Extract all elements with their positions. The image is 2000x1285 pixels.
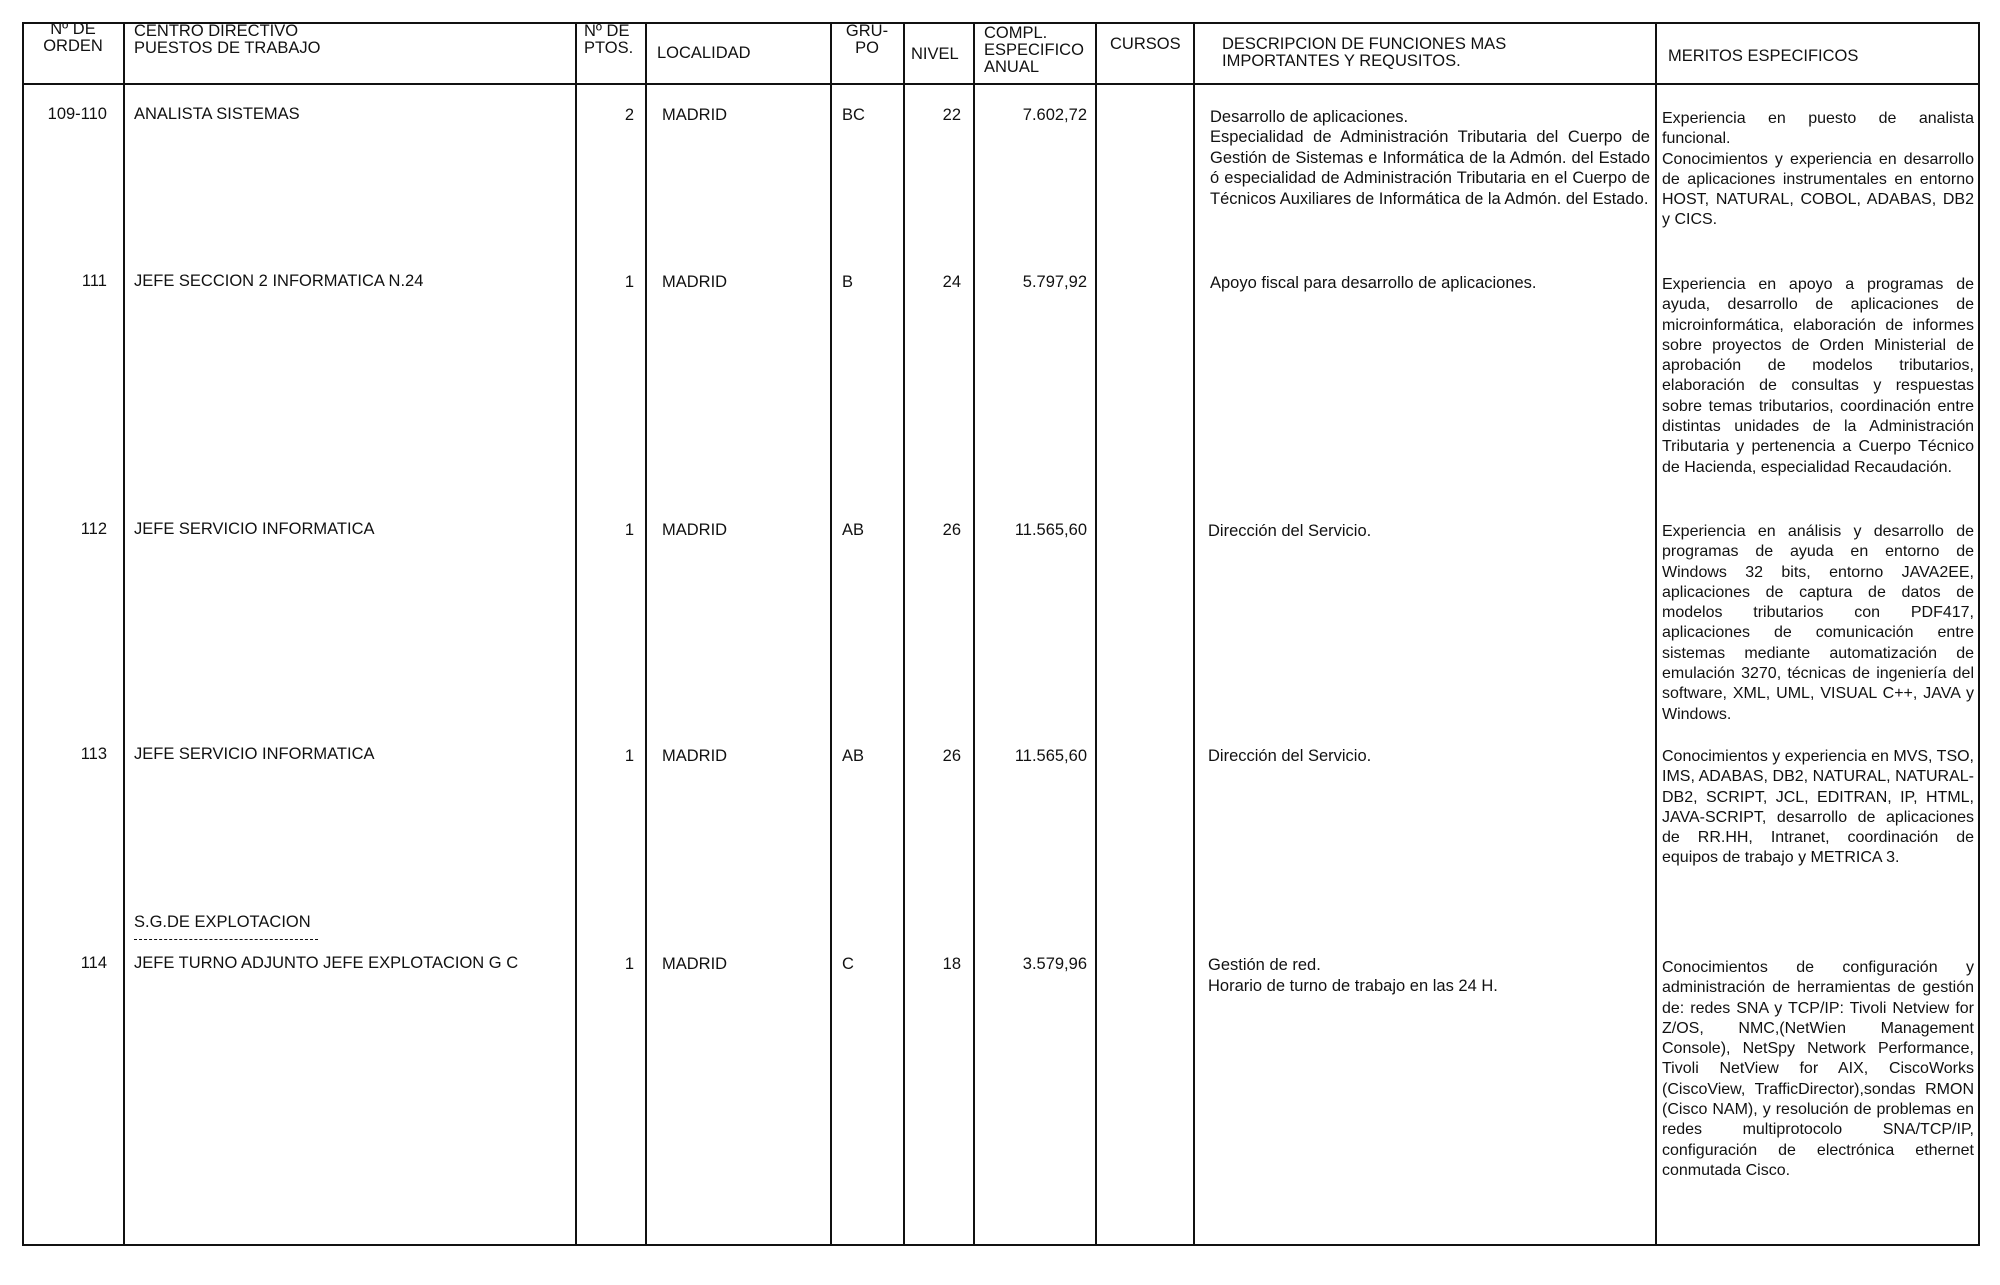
col-border (575, 22, 577, 1246)
col-border (973, 22, 975, 1246)
header-localidad: LOCALIDAD (657, 44, 751, 62)
col-border (645, 22, 647, 1246)
header-meritos: MERITOS ESPECIFICOS (1668, 47, 1859, 65)
localidad-cell: MADRID (662, 273, 728, 291)
nivel-cell: 26 (942, 747, 961, 765)
compl-cell: 7.602,72 (1022, 106, 1087, 124)
desc-title: Dirección del Servicio. (1208, 522, 1372, 540)
meritos-cell: Conocimientos y experiencia en MVS, TSO, IMS, ADABAS, DB2, NATURAL, NATURAL-DB2, SCRIPT, JCL, EDITRAN, IP, HTML, JAVA-SCRIPT, desarrollo de aplicaciones de RR.HH, Intranet, coordinación de equipos de trabajo y METRICA 3. (1662, 748, 1974, 867)
desc-body: Especialidad de Administración Tributaria del Cuerpo de Gestión de Sistemas e Informática de la Admón. del Estado ó especialidad de Administración Tributaria en el Cuerpo de Técnicos Auxiliares de Informática de la Admón. del Estado. (1210, 128, 1650, 208)
localidad-cell: MADRID (662, 747, 728, 765)
header-compl-especifico: COMPL. ESPECIFICO ANUAL (984, 24, 1084, 76)
localidad-cell: MADRID (662, 521, 728, 539)
desc-title: Dirección del Servicio. (1208, 747, 1372, 765)
header-centro-directivo: CENTRO DIRECTIVO PUESTOS DE TRABAJO (134, 22, 321, 57)
orden-cell: 111 (81, 272, 107, 290)
nivel-cell: 22 (942, 106, 961, 124)
col-border (1978, 22, 1980, 1246)
ptos-cell: 1 (624, 955, 634, 973)
meritos-cell: Experiencia en apoyo a programas de ayuda, desarrollo de aplicaciones de microinformática, elaboración de informes sobre proyectos de Orden Ministerial de aprobación de modelos tributarios, elaboración de consultas y respuestas sobre temas tributarios, coordinación entre distintas unidades de la Administración Tributaria y pertenencia a Cuerpo Técnico de Hacienda, especialidad Recaudación. (1662, 276, 1974, 476)
header-num-ptos: Nº DE PTOS. (584, 22, 634, 57)
compl-cell: 11.565,60 (1014, 747, 1087, 765)
header-bottom-border (22, 83, 1980, 85)
orden-cell: 112 (80, 520, 107, 538)
puesto-cell: JEFE SERVICIO INFORMATICA (134, 745, 375, 763)
grupo-cell: AB (842, 521, 865, 539)
header-num-orden: Nº DE ORDEN (43, 20, 103, 55)
header-cursos: CURSOS (1110, 35, 1181, 53)
meritos-cell: Experiencia en puesto de analista funcional. Conocimientos y experiencia en desarrollo de aplicaciones instrumentales en entorno HOST, NATURAL, COBOL, ADABAS, DB2 y CICS. (1662, 110, 1974, 229)
nivel-cell: 18 (942, 955, 961, 973)
localidad-cell: MADRID (662, 955, 728, 973)
grupo-cell: AB (842, 747, 865, 765)
puesto-cell: JEFE SECCION 2 INFORMATICA N.24 (134, 272, 424, 290)
header-nivel: NIVEL (911, 45, 959, 63)
puesto-cell: JEFE TURNO ADJUNTO JEFE EXPLOTACION G C (134, 954, 519, 972)
meritos-cell: Experiencia en análisis y desarrollo de programas de ayuda en entorno de Windows 32 bits, entorno JAVA2EE, aplicaciones de captura de datos de modelos tributarios con PDF417, aplicaciones de comunicación entre sistemas mediante automatización de emulación 3270, técnicas de ingeniería del software, XML, UML, VISUAL C++, JAVA y Windows. (1662, 523, 1974, 723)
desc-body: Horario de turno de trabajo en las 24 H. (1208, 977, 1498, 995)
col-border (1095, 22, 1097, 1246)
table-bottom-border (22, 1244, 1980, 1246)
desc-title: Gestión de red. (1208, 956, 1321, 974)
grupo-cell: B (842, 273, 854, 291)
col-border (1193, 22, 1195, 1246)
col-border (22, 22, 24, 1246)
header-grupo: GRU- PO (845, 22, 889, 57)
meritos-cell: Conocimientos de configuración y administración de herramientas de gestión de: redes SNA y TCP/IP: Tivoli Netview for Z/OS, NMC,(NetWien Management Console), NetSpy Network Performance, Tivoli NetView for AIX, CiscoWorks (CiscoView, TrafficDirector),sondas RMON (Cisco NAM), y resolución de problemas en redes multiprotocolo SNA/TCP/IP, configuración de electrónica ethernet conmutada Cisco. (1662, 959, 1974, 1179)
puesto-cell: ANALISTA SISTEMAS (134, 105, 300, 123)
ptos-cell: 1 (624, 521, 634, 539)
ptos-cell: 1 (624, 747, 634, 765)
puesto-cell: JEFE SERVICIO INFORMATICA (134, 520, 375, 538)
grupo-cell: BC (842, 106, 865, 124)
col-border (123, 22, 125, 1246)
orden-cell: 109-110 (47, 105, 107, 123)
orden-cell: 113 (80, 745, 107, 763)
col-border (830, 22, 832, 1246)
col-border (903, 22, 905, 1246)
section-title: S.G.DE EXPLOTACION (134, 913, 311, 931)
desc-title: Apoyo fiscal para desarrollo de aplicaciones. (1210, 274, 1537, 292)
header-descripcion: DESCRIPCION DE FUNCIONES MAS IMPORTANTES Y REQUSITOS. (1222, 35, 1507, 70)
compl-cell: 5.797,92 (1022, 273, 1087, 291)
nivel-cell: 26 (942, 521, 961, 539)
compl-cell: 11.565,60 (1014, 521, 1087, 539)
compl-cell: 3.579,96 (1022, 955, 1087, 973)
col-border (1655, 22, 1657, 1246)
nivel-cell: 24 (942, 273, 961, 291)
orden-cell: 114 (80, 954, 107, 972)
ptos-cell: 1 (624, 273, 634, 291)
ptos-cell: 2 (624, 106, 634, 124)
section-underline (134, 939, 318, 940)
localidad-cell: MADRID (662, 106, 728, 124)
desc-title: Desarrollo de aplicaciones. (1210, 108, 1409, 126)
grupo-cell: C (842, 955, 854, 973)
